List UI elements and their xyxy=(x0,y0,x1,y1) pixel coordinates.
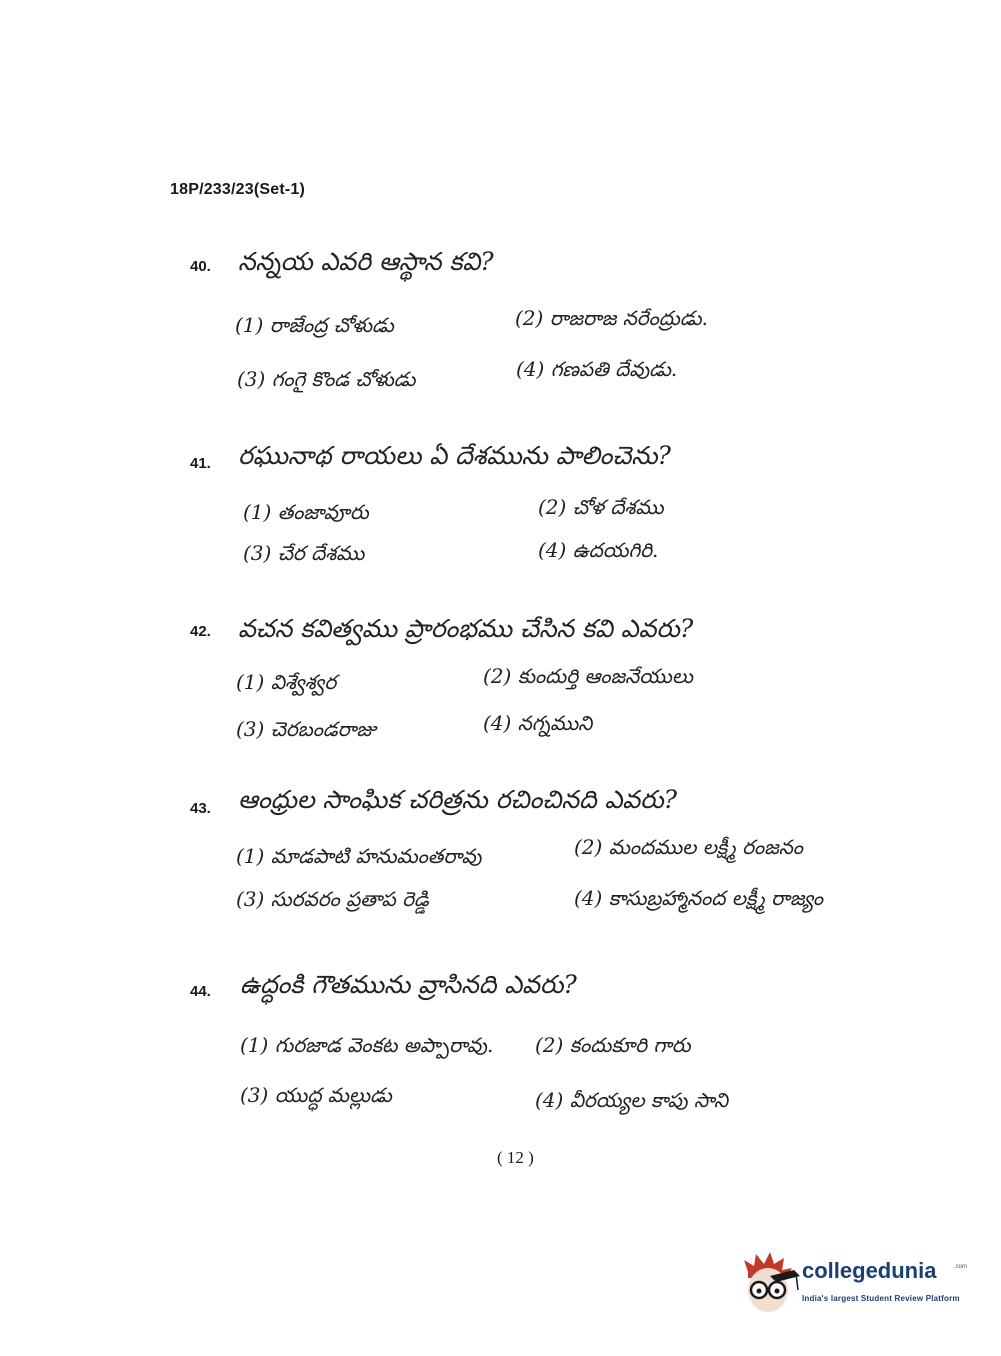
option-1: (1) మాడపాటి హనుమంతరావు xyxy=(236,844,482,868)
question-number: 44. xyxy=(190,983,211,1000)
option-1: (1) విశ్వేశ్వర xyxy=(236,670,337,694)
option-2: (2) కందుకూరి గారు xyxy=(535,1033,691,1057)
option-2: (2) మందముల లక్ష్మీ రంజనం xyxy=(574,835,803,859)
option-4: (4) ఉదయగిరి. xyxy=(538,538,659,562)
option-3: (3) చెరబండరాజు xyxy=(236,717,376,741)
option-2: (2) రాజరాజ నరేంద్రుడు. xyxy=(515,306,708,330)
option-4: (4) వీరయ్యల కాపు సాని xyxy=(535,1088,729,1112)
question-number: 42. xyxy=(190,623,211,640)
paper-code: 18P/233/23(Set-1) xyxy=(170,181,306,198)
question-text: రఘునాథ రాయలు ఏ దేశమును పాలించెను? xyxy=(238,441,671,470)
question-number: 43. xyxy=(190,800,211,817)
mascot-icon xyxy=(740,1250,800,1322)
question-text: నన్నయ ఎవరి ఆస్థాన కవి? xyxy=(238,247,494,276)
page-number: ( 12 ) xyxy=(497,1148,534,1167)
option-3: (3) సురవరం ప్రతాప రెడ్డి xyxy=(236,887,429,911)
option-1: (1) రాజేంద్ర చోళుడు xyxy=(235,313,394,337)
option-4: (4) గణపతి దేవుడు. xyxy=(516,357,678,381)
collegedunia-logo xyxy=(740,1250,970,1322)
option-2: (2) కుందుర్తి ఆంజనేయులు xyxy=(483,664,693,688)
option-1: (1) గురజాడ వెంకట అప్పారావు. xyxy=(240,1033,494,1057)
option-2: (2) చోళ దేశము xyxy=(538,495,664,519)
option-3: (3) గంగై కొండ చోళుడు xyxy=(237,367,416,391)
option-1: (1) తంజావూరు xyxy=(243,500,369,524)
question-text: ఉద్ధంకి గౌతమును వ్రాసినది ఎవరు? xyxy=(240,970,577,999)
question-number: 41. xyxy=(190,455,211,472)
option-4: (4) నగ్నముని xyxy=(483,711,593,735)
question-number: 40. xyxy=(190,258,211,275)
logo-suffix: .com xyxy=(954,1264,968,1270)
question-text: ఆంధ్రుల సాంఘిక చరిత్రను రచించినది ఎవరు? xyxy=(238,785,678,814)
option-4: (4) కాసుబ్రహ్మానంద లక్ష్మీ రాజ్యం xyxy=(574,886,824,910)
option-3: (3) యుద్ధ మల్లుడు xyxy=(240,1083,392,1107)
question-text: వచన కవిత్వము ప్రారంభము చేసిన కవి ఎవరు? xyxy=(238,614,694,643)
option-3: (3) చేర దేశము xyxy=(243,541,365,565)
logo-wordmark: collegedunia xyxy=(802,1258,937,1283)
logo-tagline: India's largest Student Review Platform xyxy=(802,1294,960,1303)
